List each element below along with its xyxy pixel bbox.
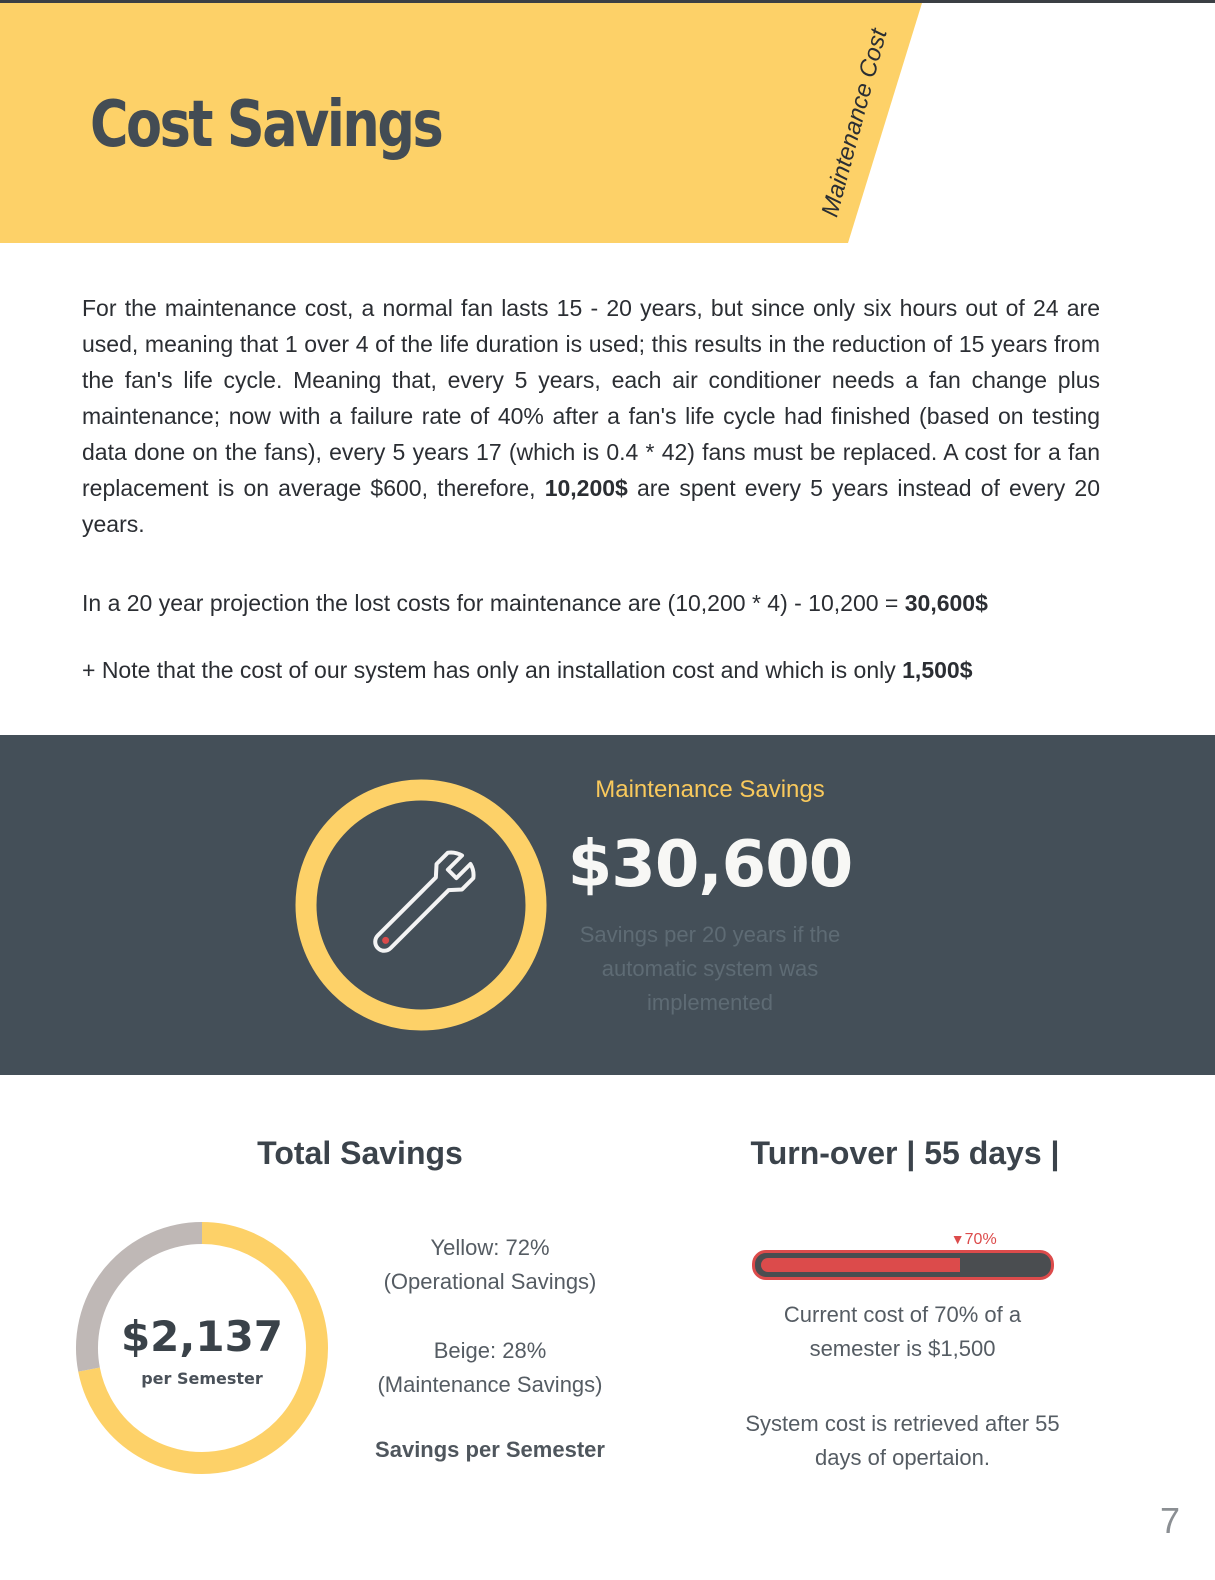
page-title: Cost Savings [90,88,442,162]
turnover-heading-bold: Turn-over [750,1135,898,1171]
paragraph-note [82,652,1100,688]
page-number: 7 [1159,1500,1181,1541]
legend-beige-line-2: (Maintenance Savings) [377,1372,603,1397]
wrench-icon [365,847,479,961]
maintenance-savings-value: $30,600 [567,828,853,902]
donut-center-sub: per Semester [141,1369,263,1388]
paragraph-1-text-a: For the maintenance cost, a normal fan lasts 15 - 20 years, but since only six hours out of 24 are used, meaning that 1 over 4 of the life duration is used; this results in the reduction of 15 years from the fan's life cycle. Meaning that, every 5 years, each air conditioner needs a fan change plus maintenance; now with a failure rate of 40% after a fan's life cycle had finished (based on testing data done on the fans), every 5 years 17 (which is 0.4 * 42) fans must be replaced. A cost for a fan replacement is on average $600, therefore, [82,295,1100,501]
turnover-heading [700,1135,1110,1172]
paragraph-3-bold: 1,500$ [902,657,973,683]
paragraph-projection [82,585,1100,621]
paragraph-2-bold: 30,600$ [904,590,988,616]
ring-circle [306,790,536,1020]
progress-track [752,1250,1054,1280]
maintenance-savings-note: Savings per 20 years if the automatic system was implemented [579,922,841,1015]
body-text [82,290,1100,688]
maintenance-savings-label: Maintenance Savings [595,776,825,803]
legend-beige-line-1: Beige: 28% [433,1338,547,1363]
legend-yellow-line-2: (Operational Savings) [383,1269,597,1294]
paragraph-2-text: In a 20 year projection the lost costs for maintenance are (10,200 * 4) - 10,200 = [82,590,905,616]
turnover-heading-rest: | 55 days | [897,1135,1060,1171]
donut-center-value: $2,137 [120,1312,284,1361]
total-savings-heading: Total Savings [257,1135,463,1171]
paragraph-maintenance-cost [82,290,1100,542]
turnover-note-cost: Current cost of 70% of a semester is $1,500 [783,1302,1022,1361]
legend-beige [350,1334,630,1402]
section-tab-label: Maintenance Cost [816,25,893,220]
turnover-progress-bar [752,1250,1054,1282]
legend-yellow [350,1231,630,1299]
progress-fill [761,1258,960,1272]
paragraph-1-bold: 10,200$ [544,475,628,501]
triangle-down-icon: ▼ [950,1231,965,1247]
turnover-note-retrieval: System cost is retrieved after 55 days of opertaion. [745,1411,1060,1470]
progress-marker-label: 70% [964,1231,997,1248]
paragraph-3-text: + Note that the cost of our system has only an installation cost and which is only [82,657,903,683]
savings-caption: Savings per Semester [375,1437,605,1462]
maintenance-ring [294,778,548,1032]
paragraph-1-text-b: are spent every 5 years instead of every 20 years. [82,475,1100,537]
progress-marker [951,1231,997,1249]
legend-yellow-line-1: Yellow: 72% [430,1235,550,1260]
